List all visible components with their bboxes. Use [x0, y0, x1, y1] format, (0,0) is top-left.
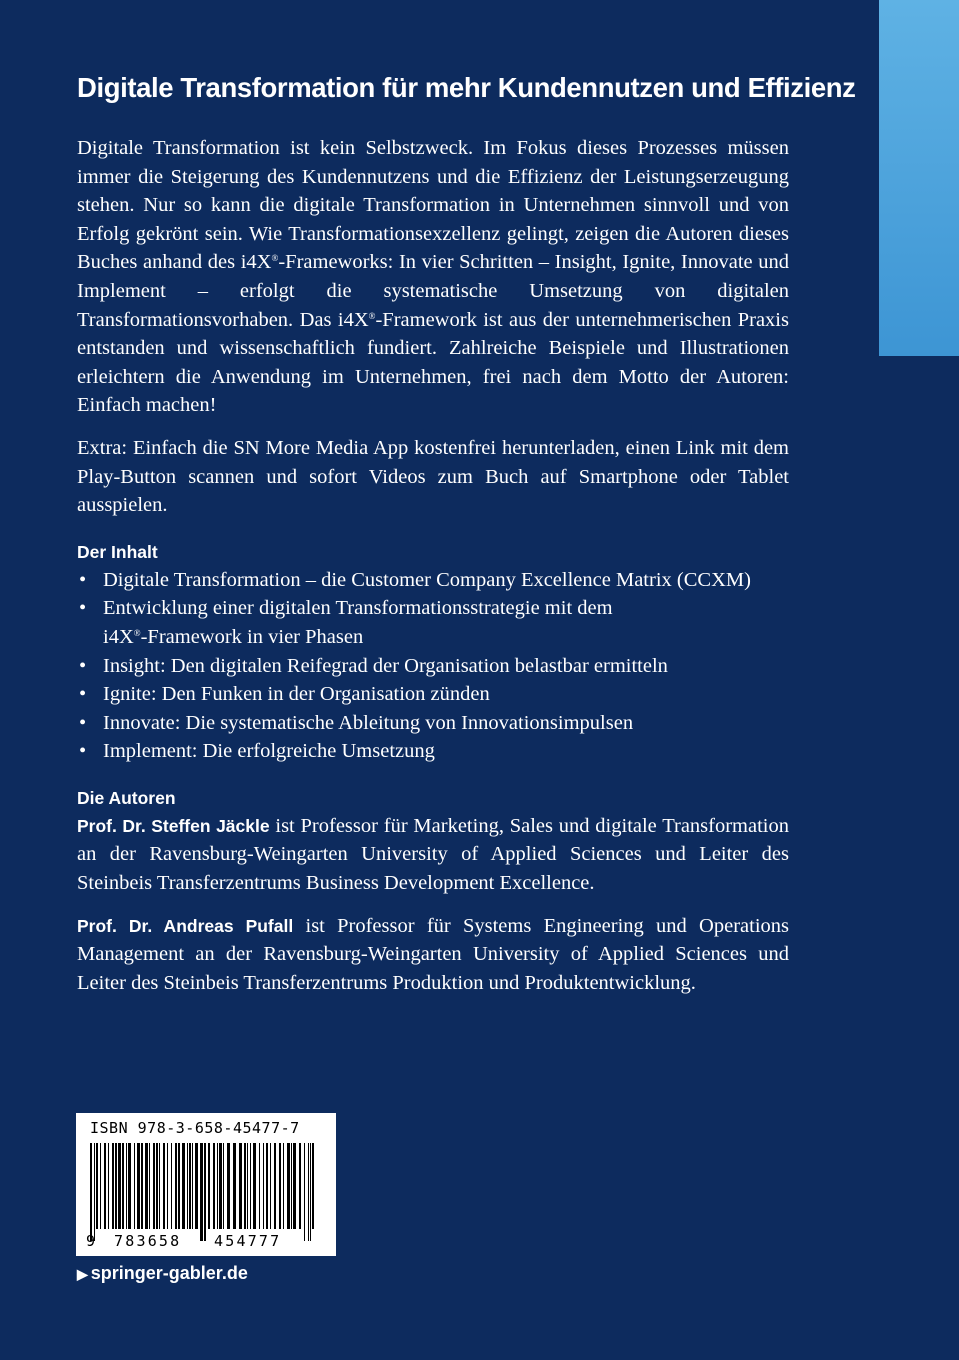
- ean-group-2: 454777: [214, 1232, 282, 1250]
- isbn-label: ISBN 978-3-658-45477-7: [90, 1119, 300, 1137]
- accent-bar: [879, 0, 959, 356]
- list-item-text: -Framework in vier Phasen: [140, 625, 364, 648]
- barcode-bar: [308, 1143, 309, 1241]
- barcode-bar: [204, 1143, 206, 1241]
- barcode-bar: [108, 1143, 109, 1229]
- list-item: [77, 680, 789, 709]
- list-item-text: i4X: [103, 625, 134, 648]
- author-text: ist Professor für Marketing, Sales und digitale Transformation an der Ravensburg-Weingarten University of Applied Sciences und Leiter des Steinbeis Transferzentrums Business Development Excellence.: [77, 814, 789, 895]
- author-bio: [77, 812, 789, 898]
- list-item-text: Implement: Die erfolgreiche Umsetzung: [103, 740, 435, 763]
- website-link[interactable]: [77, 1263, 248, 1284]
- registered-mark: ®: [271, 253, 279, 264]
- list-item: [77, 566, 789, 595]
- barcode-bar: [312, 1143, 314, 1229]
- back-cover-text: [77, 72, 856, 997]
- barcode-bar: [100, 1143, 101, 1229]
- barcode-bar: [128, 1143, 131, 1229]
- author-text: ist Professor für Systems Engineering und Operations Management an der Ravensburg-Weingarten University of Applied Sciences und Leiter des Steinbeis Transferzentrums Produktion und Produktentwicklung.: [77, 914, 789, 994]
- barcode-bar: [156, 1143, 158, 1229]
- barcode-bar: [239, 1143, 242, 1229]
- list-item: [77, 737, 789, 766]
- barcode-bar: [141, 1143, 143, 1229]
- author-name: Prof. Dr. Steffen Jäckle: [77, 815, 270, 836]
- barcode-bar: [167, 1143, 168, 1229]
- barcode-bar: [299, 1143, 301, 1229]
- barcode-bar: [266, 1143, 268, 1229]
- barcode-icon: [90, 1143, 316, 1241]
- barcode-bar: [96, 1143, 98, 1229]
- arrow-icon: ▶: [77, 1266, 88, 1282]
- barcode-bar: [94, 1143, 95, 1241]
- barcode-bar: [227, 1143, 230, 1229]
- barcode-bar: [293, 1143, 296, 1229]
- barcode-bar: [219, 1143, 222, 1229]
- barcode-bar: [283, 1143, 284, 1229]
- barcode-bar: [270, 1143, 271, 1229]
- list-item: [77, 652, 789, 681]
- barcode-bar: [279, 1143, 281, 1229]
- barcode-bar: [213, 1143, 215, 1229]
- bullet: •: [79, 597, 87, 620]
- barcode-bar: [126, 1143, 127, 1229]
- registered-mark: ®: [133, 627, 141, 638]
- barcode-bar: [187, 1143, 188, 1229]
- ean-lead-digit: 9: [86, 1232, 96, 1250]
- contents-heading: Der Inhalt: [77, 541, 158, 562]
- barcode-bar: [175, 1143, 177, 1229]
- barcode-bar: [310, 1143, 311, 1241]
- barcode-bar: [178, 1143, 180, 1229]
- ean-group-1: 783658: [114, 1232, 182, 1250]
- list-item-text: Insight: Den digitalen Reifegrad der Organisation belastbar ermitteln: [103, 654, 668, 677]
- list-item: [77, 709, 789, 738]
- list-item: [77, 594, 789, 651]
- barcode-bar: [263, 1143, 264, 1229]
- barcode-bar: [153, 1143, 155, 1229]
- contents-list: [77, 566, 789, 766]
- barcode-bar: [145, 1143, 148, 1229]
- barcode-bar: [118, 1143, 121, 1229]
- barcode-bar: [192, 1143, 193, 1229]
- barcode-bar: [259, 1143, 260, 1229]
- barcode-bar: [304, 1143, 305, 1241]
- barcode-bar: [137, 1143, 140, 1229]
- barcode-bar: [159, 1143, 160, 1229]
- barcode-bar: [115, 1143, 117, 1229]
- intro-paragraph: [77, 134, 789, 420]
- bullet: •: [79, 740, 87, 763]
- author-bio: [77, 912, 789, 998]
- barcode-bar: [104, 1143, 106, 1229]
- barcode-bar: [287, 1143, 290, 1229]
- barcode-bar: [208, 1143, 210, 1229]
- barcode-bar: [134, 1143, 135, 1229]
- barcode-bar: [233, 1143, 236, 1229]
- barcode-bar: [149, 1143, 150, 1229]
- intro-text-3: -Framework ist aus der unternehmerischen Praxis entstanden und wissenschaftlich fundiert. Zahlreiche Beispiele und Illustrationen erleichtern die Anwendung im Unternehmen, frei nach dem Motto der Autoren: Einfach machen!: [77, 308, 789, 417]
- barcode-bar: [244, 1143, 246, 1229]
- barcode-bar: [122, 1143, 124, 1229]
- list-item-text: Innovate: Die systematische Ableitung von Innovationsimpulsen: [103, 711, 634, 734]
- barcode-bar: [112, 1143, 114, 1229]
- registered-mark: ®: [368, 310, 376, 321]
- website-url: springer-gabler.de: [90, 1263, 248, 1283]
- intro-text-2: -Frameworks: In vier Schritten – Insight, Ignite, Innovate und Implement – erfolgt die systematische Umsetzung von digitalen Transformationsvorhaben. Das i4X: [77, 251, 790, 331]
- authors-heading: Die Autoren: [77, 787, 176, 808]
- bullet: •: [79, 711, 87, 734]
- list-item-text: Entwicklung einer digitalen Transformationsstrategie mit dem: [103, 597, 613, 620]
- barcode-bar: [223, 1143, 224, 1229]
- bullet: •: [79, 654, 87, 677]
- isbn-barcode-box: [76, 1113, 336, 1256]
- barcode-bar: [171, 1143, 172, 1229]
- barcode-bar: [195, 1143, 198, 1229]
- barcode-bar: [250, 1143, 251, 1229]
- author-name: Prof. Dr. Andreas Pufall: [77, 915, 294, 936]
- barcode-bar: [163, 1143, 165, 1229]
- list-item-text: Digitale Transformation – die Customer Company Excellence Matrix (CCXM): [103, 568, 751, 591]
- bullet: •: [79, 683, 87, 706]
- bullet: •: [79, 568, 87, 591]
- barcode-bar: [90, 1143, 92, 1241]
- barcode-bar: [182, 1143, 185, 1229]
- barcode-bar: [217, 1143, 218, 1229]
- barcode-bar: [291, 1143, 292, 1229]
- barcode-bar: [253, 1143, 256, 1229]
- barcode-bar: [200, 1143, 203, 1241]
- extra-paragraph: Extra: Einfach die SN More Media App kostenfrei herunterladen, einen Link mit dem Play-Button scannen und sofort Videos zum Buch auf Smartphone oder Tablet ausspielen.: [77, 436, 789, 517]
- barcode-bar: [189, 1143, 191, 1229]
- intro-text-1: Digitale Transformation ist kein Selbstzweck. Im Fokus dieses Prozesses müssen immer die Steigerung des Kundennutzens und die Effizienz der Leistungserzeugung stehen. Nur so kann die digitale Transformation in Unternehmen sinnvoll und von Erfolg gekrönt sein. Wie Transformationsexzellenz gelingt, zeigen die Autoren dieses Buches anhand des i4X: [77, 137, 789, 274]
- list-item-text: Ignite: Den Funken in der Organisation zünden: [103, 683, 490, 706]
- barcode-bar: [274, 1143, 276, 1229]
- barcode-bar: [247, 1143, 248, 1229]
- book-title: Digitale Transformation für mehr Kundennutzen und Effizienz: [77, 72, 856, 103]
